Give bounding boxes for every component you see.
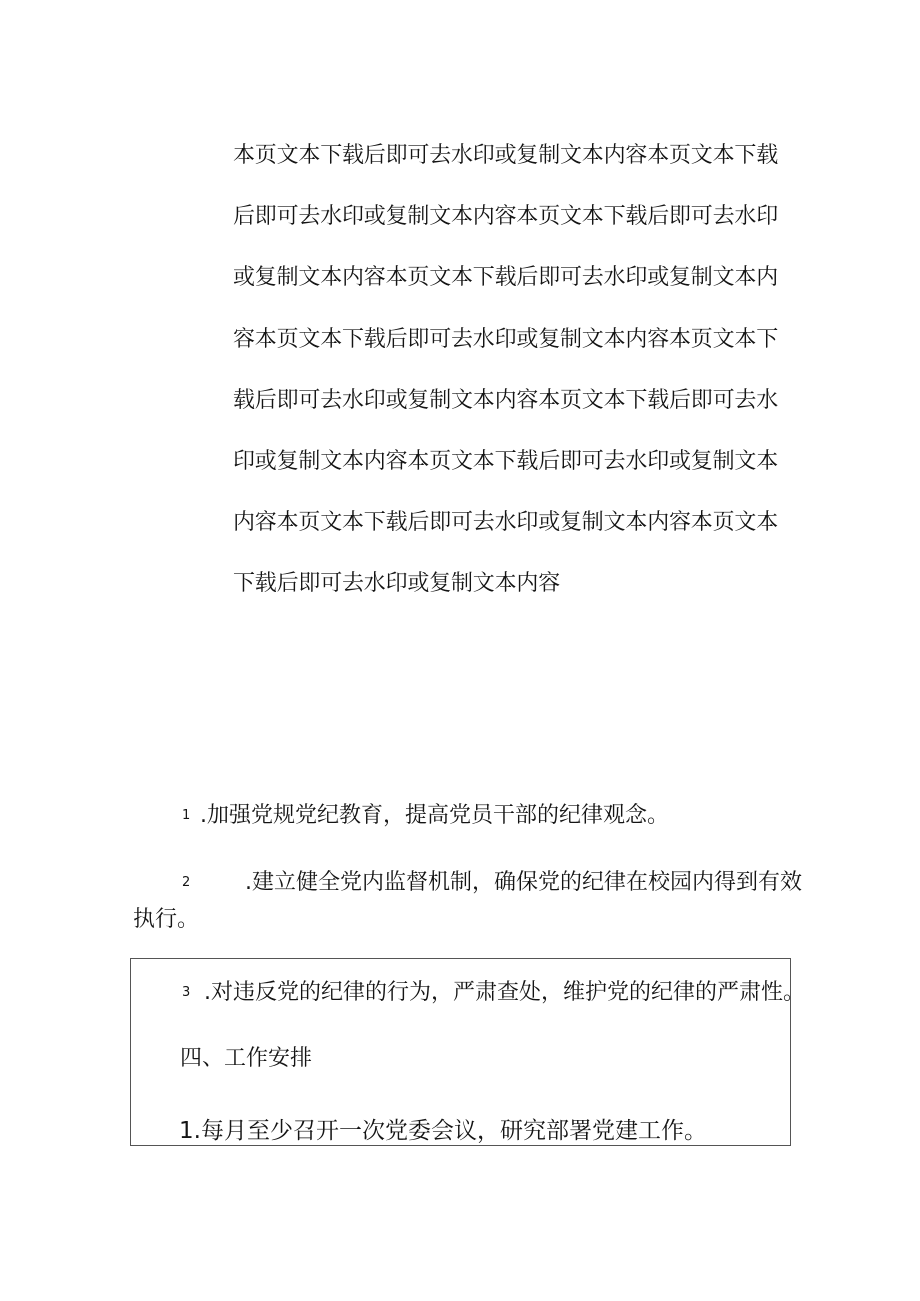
list-number: 1: [182, 808, 191, 823]
section-heading: 四、工作安排: [180, 1046, 313, 1071]
list-text: .建立健全党内监督机制，确保党的纪律在校园内得到有效: [245, 870, 802, 895]
list-number: 3: [182, 985, 191, 1000]
list-text: .加强党规党纪教育，提高党员干部的纪律观念。: [200, 803, 669, 828]
list-item-2: [182, 868, 802, 898]
work-item-1: 1.每月至少召开一次党委会议，研究部署党建工作。: [179, 1118, 707, 1144]
list-text: .对违反党的纪律的行为，严肃查处，维护党的纪律的严肃性。: [204, 980, 805, 1005]
list-item-3: [182, 978, 805, 1008]
list-number: 2: [182, 875, 191, 890]
watermark-paragraph: 本页文本下载后即可去水印或复制文本内容本页文本下载后即可去水印或复制文本内容本页文本下载后即可去水印或复制文本内容本页文本下载后即可去水印或复制文本内容本页文本下载后即可去水印或复制文本内容本页文本下载后即可去水印或复制文本内容本页文本下载后即可去水印或复制文本内容本页文本下载后即可去水印或复制文本内容本页文本下载后即可去水印或复制文本内容本页文本下载后即可去水印或复制文本内容: [233, 143, 779, 597]
list-item-1: [182, 801, 669, 831]
list-text-continuation: 执行。: [133, 907, 200, 932]
